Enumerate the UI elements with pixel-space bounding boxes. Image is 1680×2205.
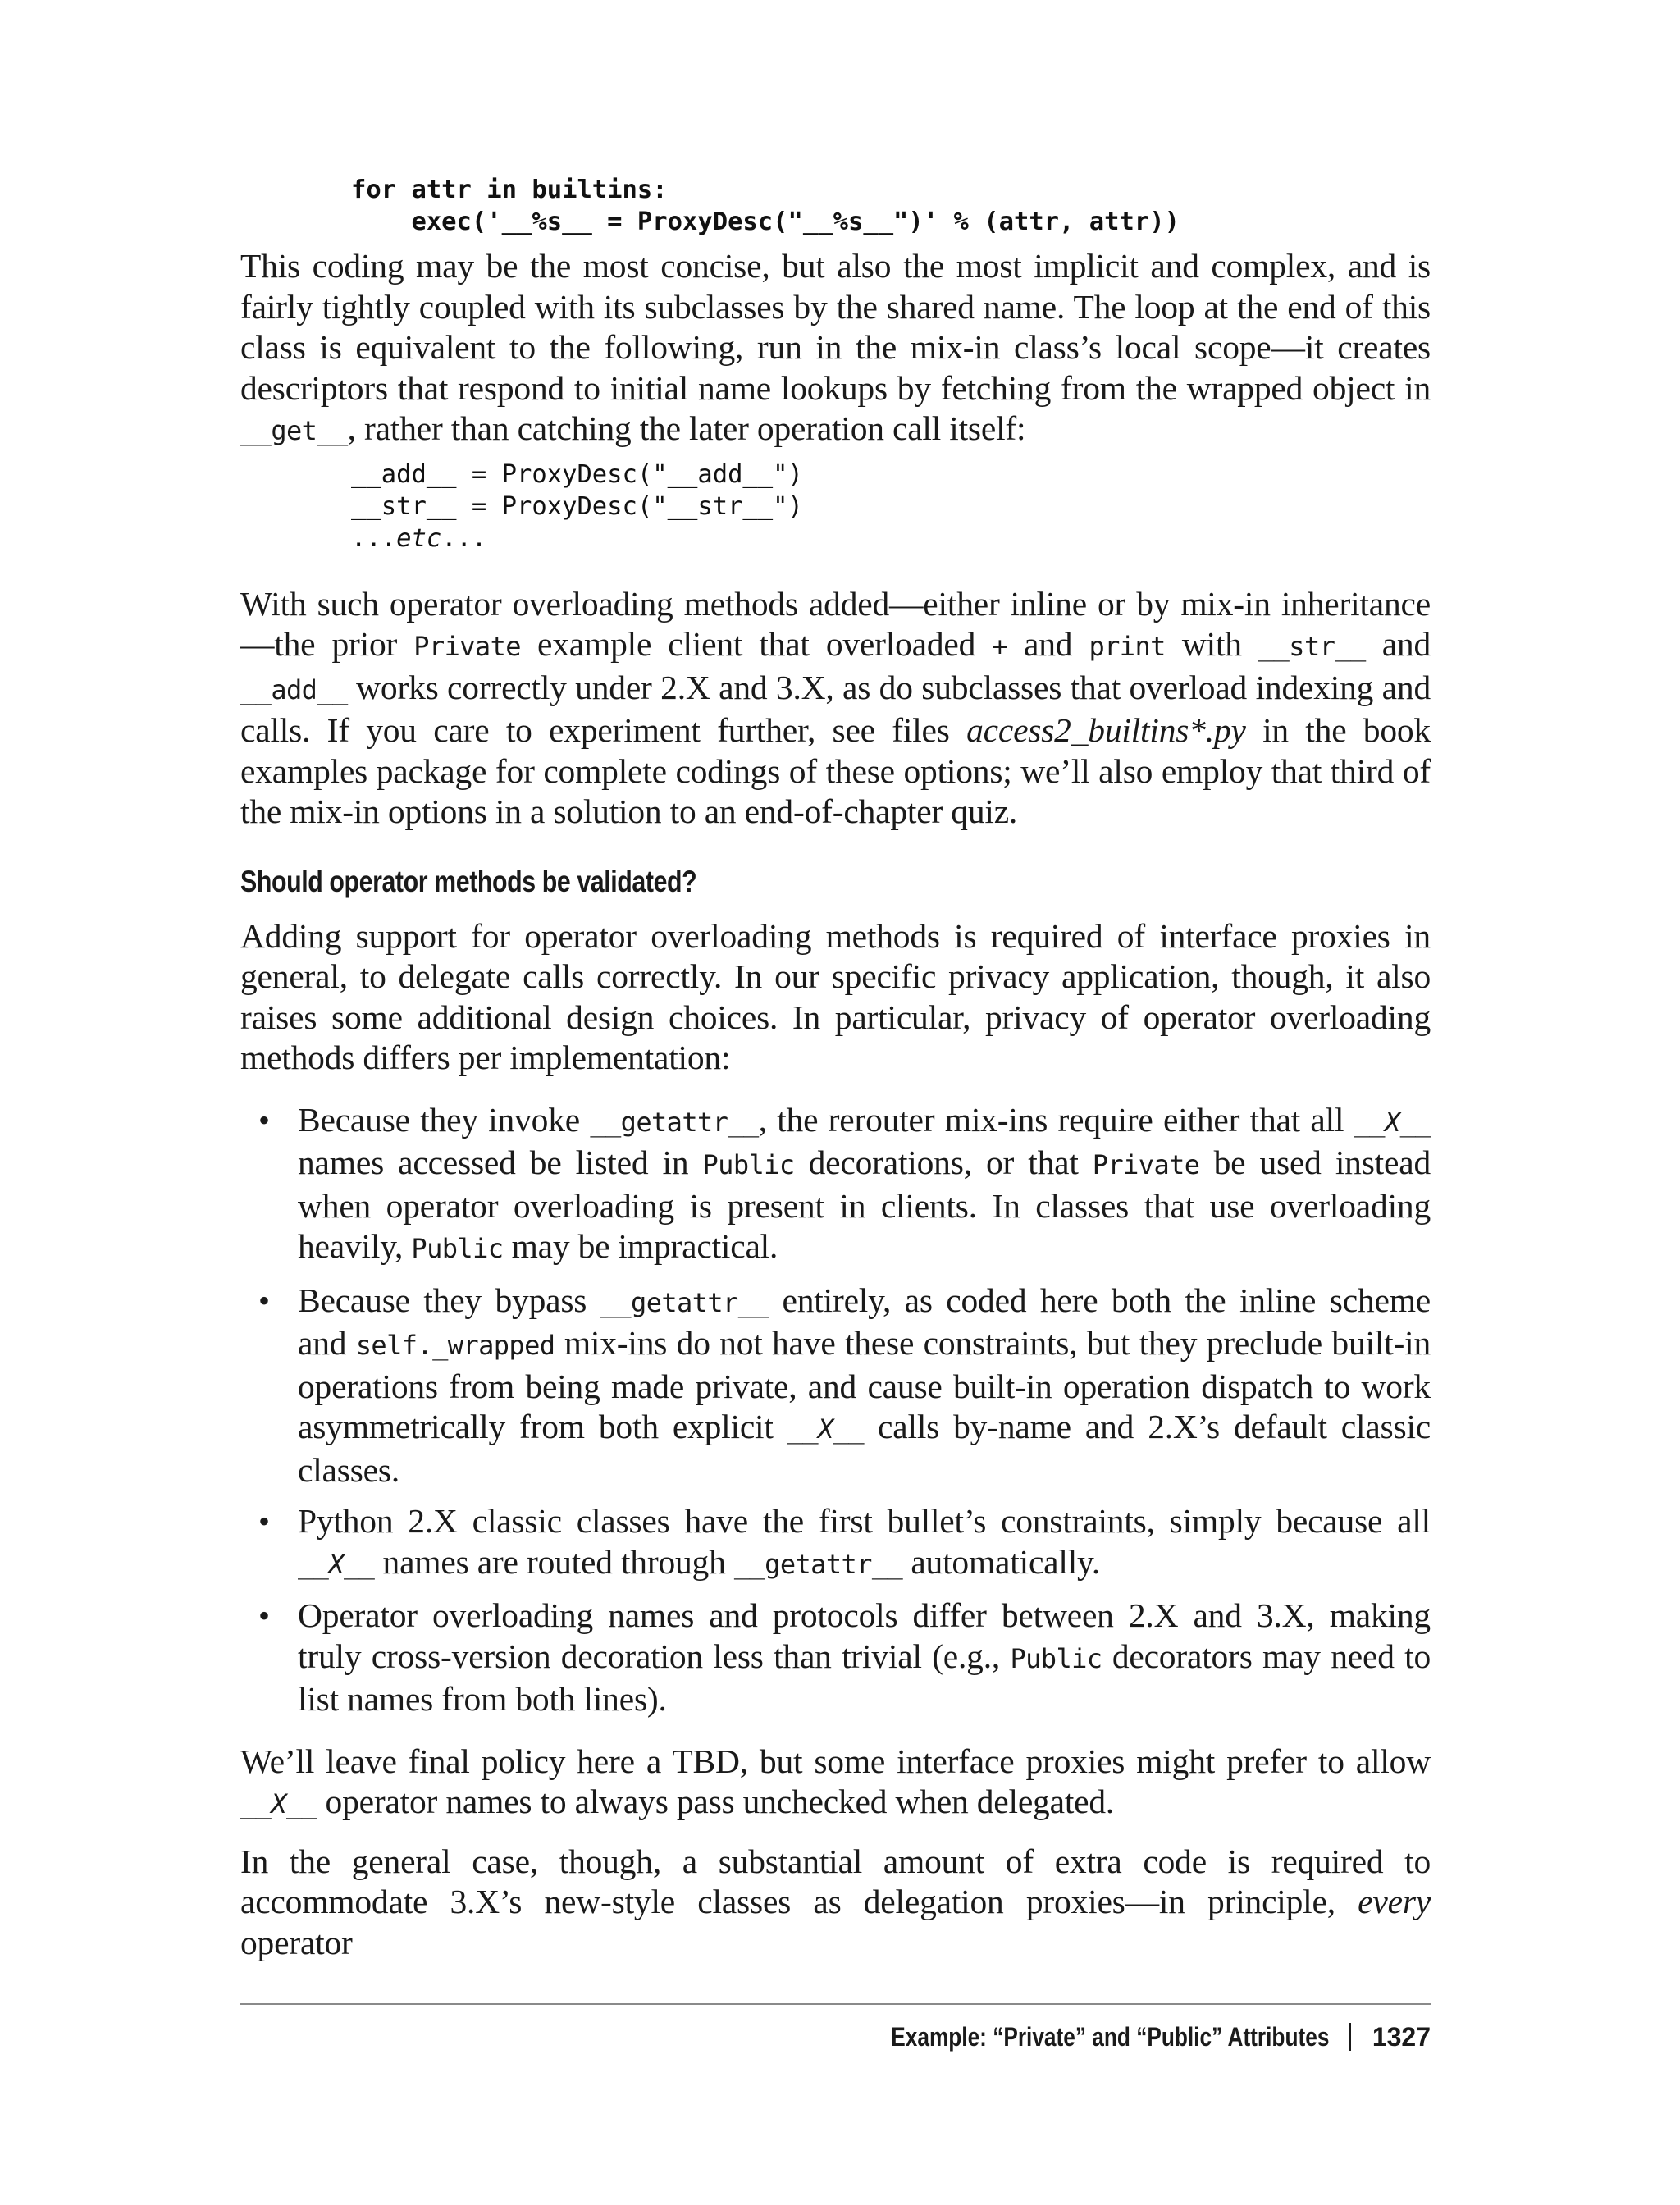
file-name: access2_builtins*.py: [966, 711, 1246, 749]
bullet-marker: •: [258, 1281, 270, 1319]
running-title: Example: “Private” and “Public” Attributes: [891, 2021, 1330, 2052]
code-line: __str__ = ProxyDesc("__str__"): [351, 491, 803, 521]
inline-code: __getattr__: [733, 1548, 903, 1580]
list-item: • Because they bypass __getattr__ entirely, as coded here both the inline scheme and self._wrapped mix-ins do not have these constraints, but they preclude built-in operations from being made private, and cause built-in operation dispatch to work asymmetrically from both explicit __X__ calls by-name and 2.X’s default classic classes.: [258, 1281, 1431, 1489]
inline-code: Private: [413, 631, 521, 662]
inline-code: Public: [411, 1233, 504, 1264]
inline-code: self._wrapped: [355, 1330, 555, 1361]
inline-code: __X__: [298, 1548, 375, 1580]
bullet-marker: •: [258, 1597, 270, 1634]
footer-rule: [240, 2003, 1431, 2005]
code-line: ...etc...: [351, 523, 487, 553]
inline-code: __getattr__: [600, 1286, 769, 1318]
inline-code: __add__: [240, 673, 348, 705]
bullet-marker: •: [258, 1503, 270, 1540]
inline-code: __X__: [240, 1788, 317, 1819]
code-line: __add__ = ProxyDesc("__add__"): [351, 459, 803, 489]
paragraph-general-case: In the general case, though, a substantial amount of extra code is required to accommodate 3.X’s new-style classes as delegation proxies—in principle, every operator: [240, 1842, 1431, 1961]
footer-separator: [1349, 2023, 1351, 2051]
bullet-marker: •: [258, 1101, 270, 1139]
page-number: 1327: [1372, 2021, 1431, 2052]
list-item: • Because they invoke __getattr__, the rerouter mix-ins require either that all __X__ names accessed be listed in Public decorations, or that Private be used instead when operator overloading is present in clients. In classes that use overloading heavily, Public may be impractical.: [258, 1100, 1431, 1265]
inline-code: +: [992, 631, 1007, 662]
paragraph-final-policy: We’ll leave final policy here a TBD, but some interface proxies might prefer to allow __X__ operator names to always pass unchecked when delegated.: [240, 1742, 1431, 1820]
code-block-proxy-desc: [351, 459, 1431, 555]
inline-code: Private: [1092, 1149, 1200, 1180]
inline-code: Public: [702, 1149, 795, 1180]
bullet-list: [240, 1100, 1431, 1720]
inline-code: Public: [1010, 1642, 1102, 1674]
code-line: exec('__%s__ = ProxyDesc("__%s__")' % (attr, attr)): [351, 208, 1180, 236]
paragraph-operator-overloading-added: With such operator overloading methods added—either inline or by mix-in inheritance —the prior Private example client that overloaded + and print with __str__ and __add__ works correctly under 2.X and 3.X, as do subclasses that overload indexing and calls. If you care to experiment further, see files access2_builtins*.py in the book examples package for complete codings of these options; we’ll also employ that third of the mix-in options in a solution to an end-of-chapter quiz.: [240, 584, 1431, 830]
text-column: [240, 174, 1431, 1963]
list-item: • Operator overloading names and protocols differ between 2.X and 3.X, making truly cross-version decoration less than trivial (e.g., Public decorators may need to list names from both lines).: [258, 1596, 1431, 1718]
page-footer: [795, 2017, 1431, 2057]
inline-code: __getattr__: [590, 1106, 759, 1138]
inline-code: print: [1089, 631, 1166, 662]
inline-code: __str__: [1258, 631, 1366, 662]
inline-code: __X__: [787, 1413, 865, 1445]
paragraph-concise-coding: This coding may be the most concise, but also the most implicit and complex, and is fairly tightly coupled with its subclasses by the shared name. The loop at the end of this class is equivalent to the following, run in the mix-in class’s local scope—it creates descriptors that respond to initial name lookups by fetching from the wrapped object in __get__, rather than catching the later operation call itself:: [240, 247, 1431, 447]
section-heading: Should operator methods be validated?: [240, 864, 697, 898]
code-line: for attr in builtins:: [351, 176, 668, 204]
paragraph-adding-support: Adding support for operator overloading methods is required of interface proxies in general, to delegate calls correctly. In our specific privacy application, though, it also raises some additional design choices. In particular, privacy of operator overloading methods differs per implementation:: [240, 916, 1431, 1076]
list-item: • Python 2.X classic classes have the first bullet’s constraints, simply because all __X__ names are routed through __getattr__ automatically.: [258, 1502, 1431, 1581]
code-block-builtins-loop: [351, 174, 1431, 238]
inline-code: __X__: [1354, 1106, 1431, 1138]
inline-code: __get__: [240, 415, 348, 446]
